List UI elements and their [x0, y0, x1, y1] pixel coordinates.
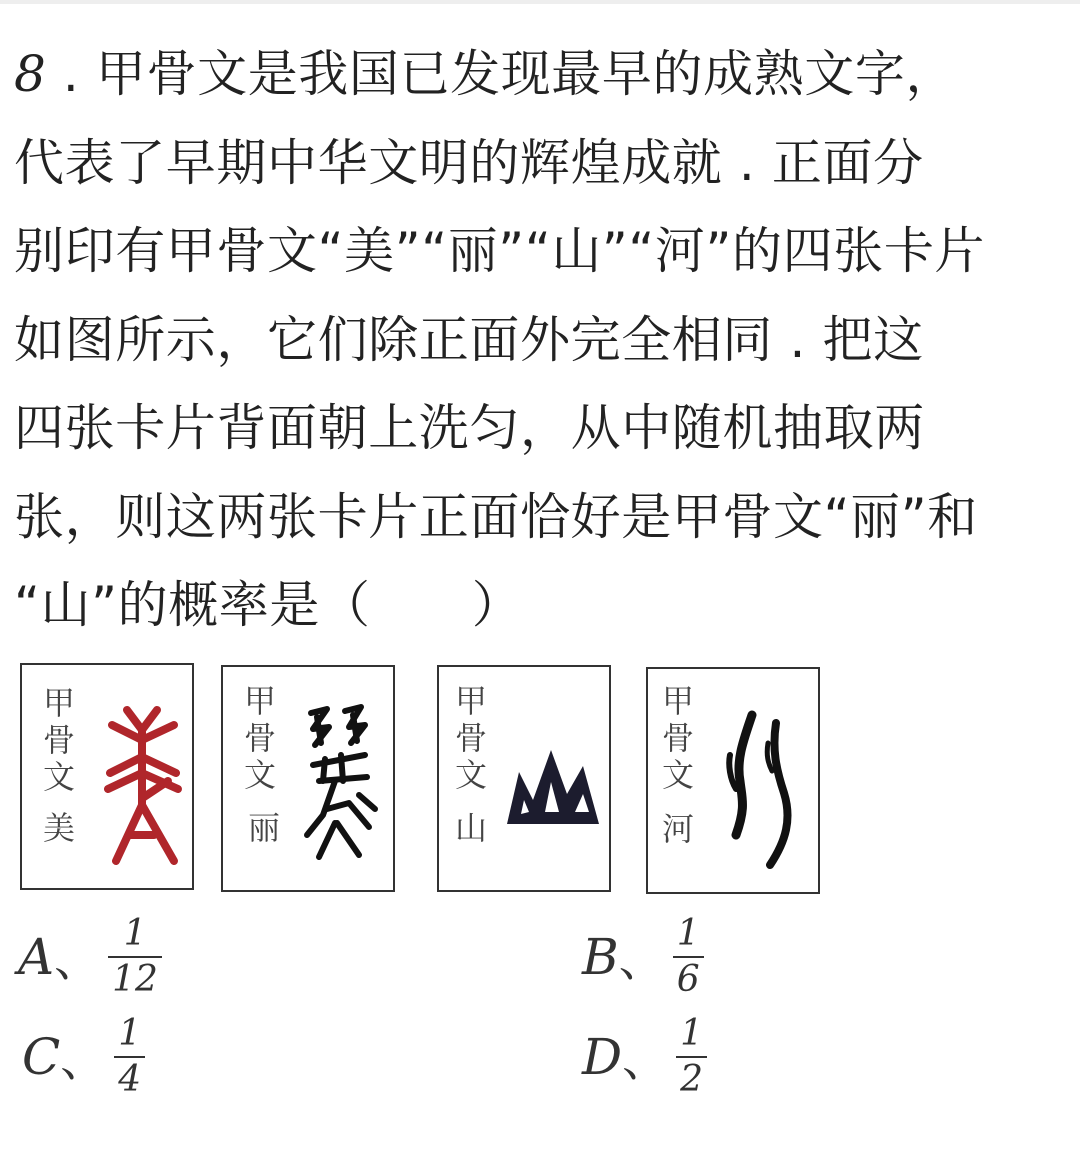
option-c[interactable] [22, 1012, 145, 1102]
fraction-numerator: 1 [118, 1013, 142, 1054]
option-separator: 、 [618, 933, 665, 987]
card-name-li: 丽 [247, 809, 280, 847]
option-fraction [108, 915, 162, 999]
question-line-6: 张，则这两张卡片正面恰好是甲骨文“丽”和 [14, 487, 978, 546]
option-fraction [114, 1015, 145, 1099]
option-letter: C [22, 1028, 61, 1086]
card-name-mei: 美 [42, 809, 75, 847]
question-line-7: “山”的概率是（ ） [14, 576, 523, 634]
card-name-shan: 山 [454, 809, 487, 847]
option-a[interactable] [18, 912, 162, 1002]
option-b[interactable] [582, 912, 704, 1002]
fraction-numerator: 1 [680, 1013, 703, 1054]
option-letter: B [582, 928, 619, 986]
fraction-bar [108, 956, 162, 958]
question-number: 8 [14, 45, 47, 103]
card-label: 甲 骨 文 [454, 682, 487, 794]
option-separator: 、 [54, 933, 101, 987]
fraction-bar [673, 956, 704, 958]
option-letter: D [582, 1028, 623, 1086]
fraction-bar [676, 1056, 707, 1058]
option-letter: A [18, 928, 55, 986]
fraction-numerator: 1 [123, 913, 147, 954]
question-line-5: 四张卡片背面朝上洗匀，从中随机抽取两 [14, 399, 925, 457]
fraction-denominator: 4 [118, 1059, 142, 1100]
question-line-3: 别印有甲骨文“美”“丽”“山”“河”的四张卡片 [14, 222, 986, 280]
card-label: 甲 骨 文 [42, 684, 75, 796]
card-label: 甲 骨 文 [243, 682, 276, 794]
option-separator: 、 [60, 1033, 107, 1087]
option-d[interactable] [582, 1012, 707, 1102]
fraction-denominator: 6 [676, 959, 700, 1000]
fraction-denominator: 12 [112, 959, 158, 1000]
question-line-2: 代表了早期中华文明的辉煌成就 . 正面分 [14, 133, 924, 192]
fraction-denominator: 2 [680, 1059, 703, 1100]
question-line-4: 如图所示，它们除正面外完全相同 . 把这 [14, 310, 924, 369]
option-fraction [673, 915, 704, 999]
card-name-he: 河 [661, 810, 694, 848]
option-fraction [676, 1015, 707, 1099]
fraction-bar [114, 1056, 145, 1058]
question-line-1: 8 . 甲骨文是我国已发现最早的成熟文字， [14, 45, 957, 103]
fraction-numerator: 1 [676, 913, 700, 954]
card-label: 甲 骨 文 [661, 682, 694, 794]
option-separator: 、 [622, 1033, 669, 1087]
